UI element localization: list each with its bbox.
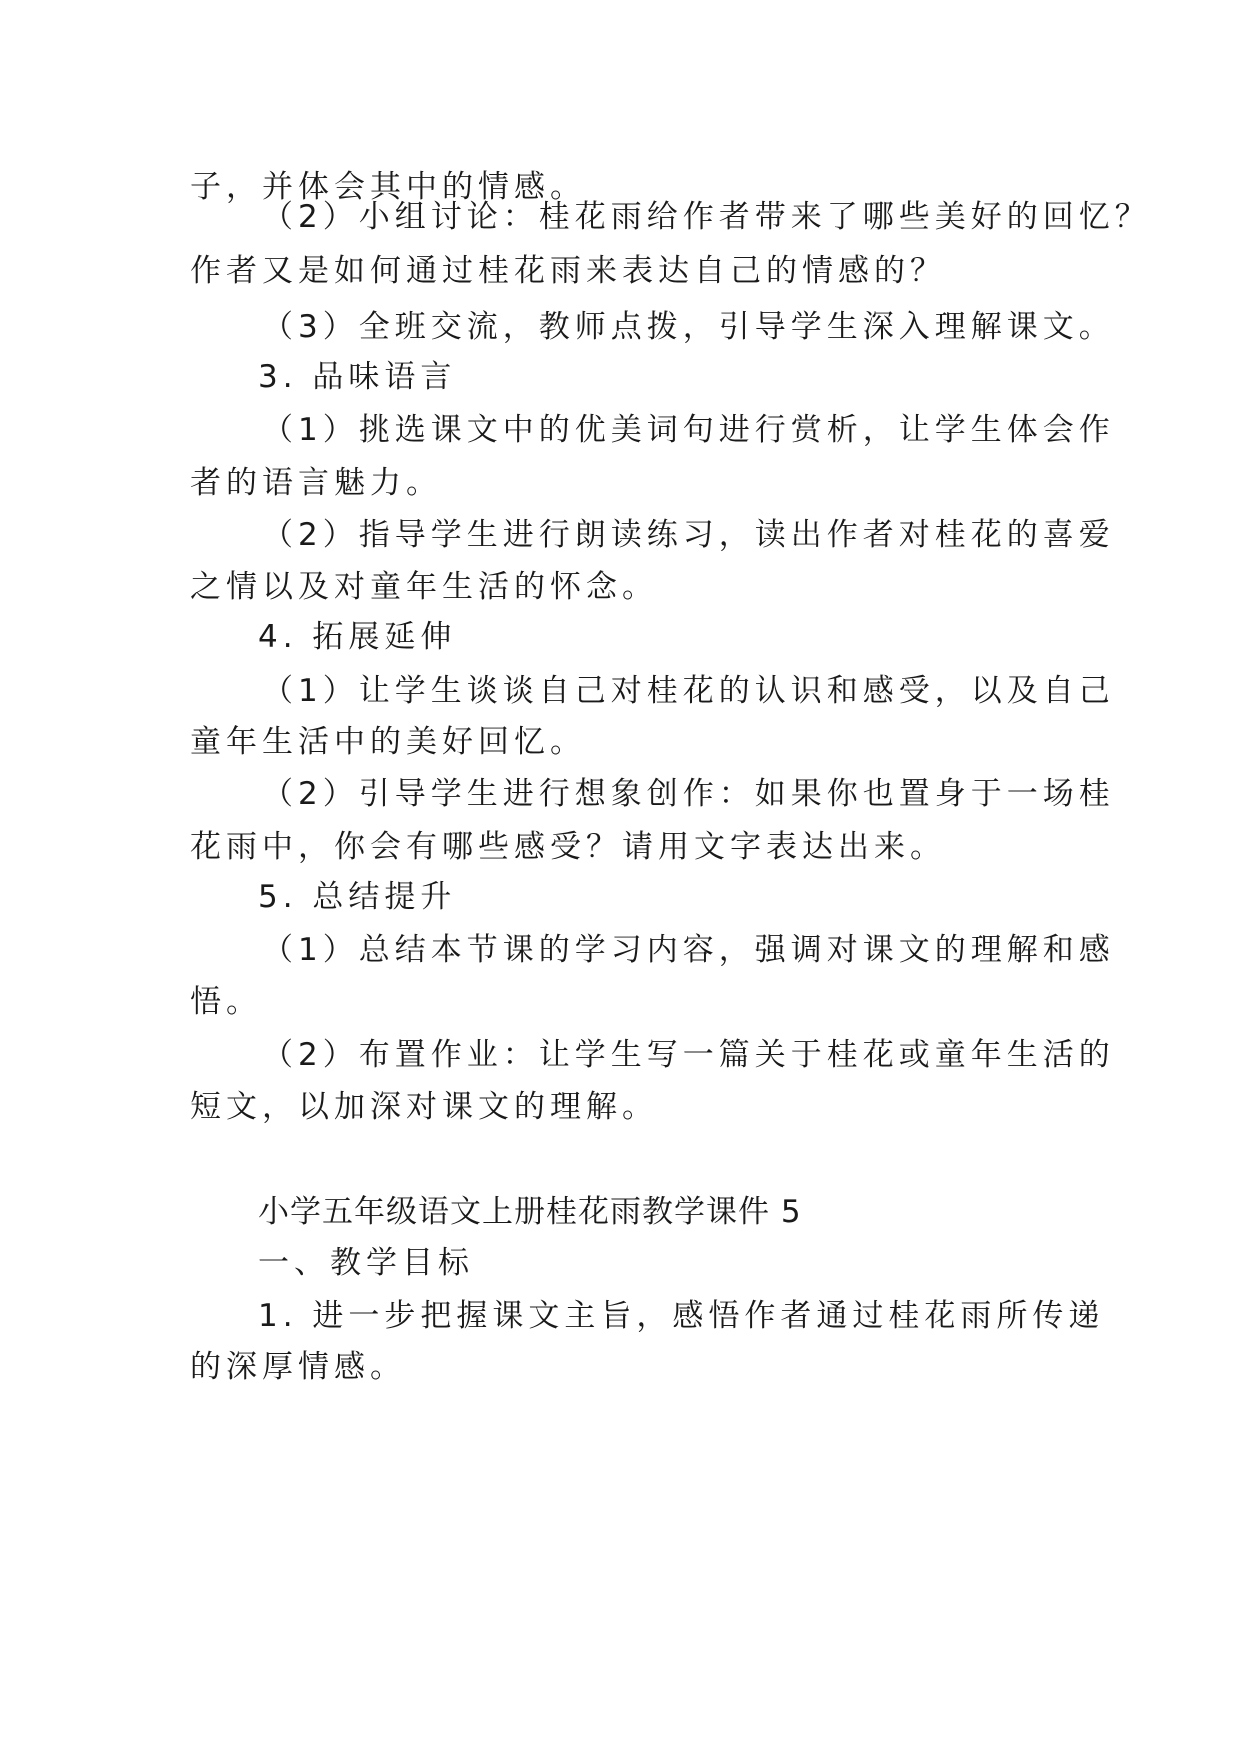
paragraph-line: 子，并体会其中的情感。 (190, 169, 586, 205)
paragraph-line: 1. 进一步把握课文主旨，感悟作者通过桂花雨所传递 (258, 1298, 1105, 1334)
paragraph-line: （2）引导学生进行想象创作：如果你也置身于一场桂 (262, 776, 1115, 812)
paragraph-line: （1）让学生谈谈自己对桂花的认识和感受，以及自己 (262, 673, 1115, 709)
document-title: 小学五年级语文上册桂花雨教学课件 5 (258, 1194, 802, 1230)
paragraph-line: （2）指导学生进行朗读练习，读出作者对桂花的喜爱 (262, 517, 1115, 553)
paragraph-line: 短文，以加深对课文的理解。 (190, 1089, 658, 1125)
section-heading: 3. 品味语言 (258, 359, 457, 395)
paragraph-line: （2）小组讨论：桂花雨给作者带来了哪些美好的回忆？ (262, 199, 1151, 235)
paragraph-line: 的深厚情感。 (190, 1349, 406, 1385)
paragraph-line: （1）总结本节课的学习内容，强调对课文的理解和感 (262, 932, 1115, 968)
paragraph-line: 童年生活中的美好回忆。 (190, 724, 586, 760)
paragraph-line: （2）布置作业：让学生写一篇关于桂花或童年生活的 (262, 1037, 1115, 1073)
paragraph-line: 悟。 (190, 984, 262, 1020)
paragraph-line: （3）全班交流，教师点拨，引导学生深入理解课文。 (262, 309, 1115, 345)
section-heading: 5. 总结提升 (258, 879, 457, 915)
paragraph-line: 者的语言魅力。 (190, 465, 442, 501)
paragraph-line: 作者又是如何通过桂花雨来表达自己的情感的？ (190, 253, 946, 289)
paragraph-line: 之情以及对童年生活的怀念。 (190, 569, 658, 605)
paragraph-line: 花雨中，你会有哪些感受？请用文字表达出来。 (190, 829, 946, 865)
section-heading: 4. 拓展延伸 (258, 619, 457, 655)
section-heading: 一、教学目标 (258, 1245, 474, 1281)
paragraph-line: （1）挑选课文中的优美词句进行赏析，让学生体会作 (262, 412, 1115, 448)
